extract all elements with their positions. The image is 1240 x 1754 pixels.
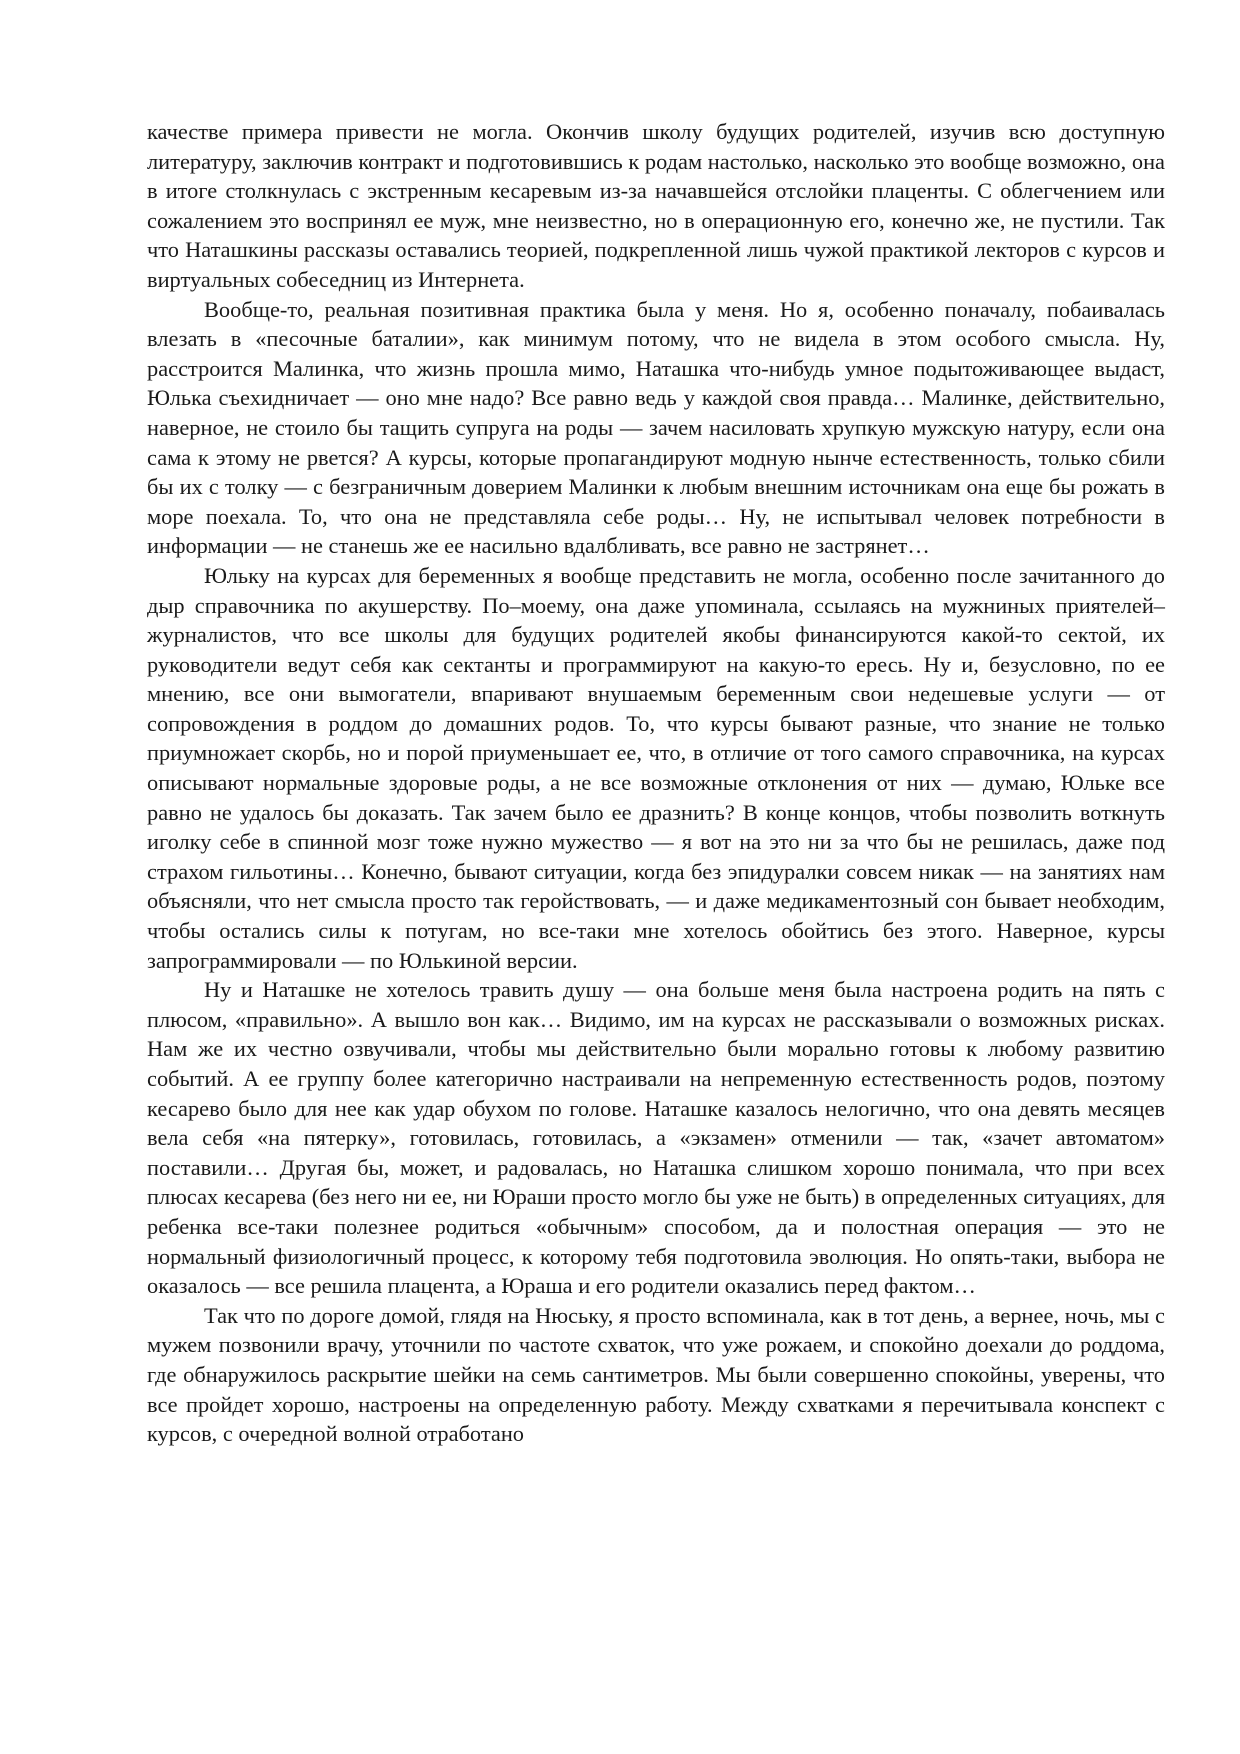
paragraph-4: Ну и Наташке не хотелось травить душу — она больше меня была настроена родить на пять с плюсом, «правильно». А вышло вон как… Видимо, им на курсах не рассказывали о возможных рисках. Нам же их честно озвучивали, чтобы мы действительно были морально готовы к любому развитию событий. А ее группу более категорично настраивали на непременную естественность родов, поэтому кесарево было для нее как удар обухом по голове. Наташке казалось нелогично, что она девять месяцев вела себя «на пятерку», готовилась, готовилась, а «экзамен» отменили — так, «зачет автоматом» поставили… Другая бы, может, и радовалась, но Наташка слишком хорошо понимала, что при всех плюсах кесарева (без него ни ее, ни Юраши просто могло бы уже не быть) в определенных ситуациях, для ребенка все-таки полезнее родиться «обычным» способом, да и полостная операция — это не нормальный физиологичный процесс, к которому тебя подготовила эволюция. Но опять-таки, выбора не оказалось — все решила плацента, а Юраша и его родители оказались перед фактом… bbox=[147, 977, 1165, 1299]
paragraph-3: Юльку на курсах для беременных я вообще представить не могла, особенно после зачитанного до дыр справочника по акушерству. По–моему, она даже упоминала, ссылаясь на мужниных приятелей–журналистов, что все школы для будущих родителей якобы финансируются какой-то сектой, их руководители ведут себя как сектанты и программируют на какую-то ересь. Ну и, безусловно, по ее мнению, все они вымогатели, впаривают внушаемым беременным свои недешевые услуги — от сопровождения в роддом до домашних родов. То, что курсы бывают разные, что знание не только приумножает скорбь, но и порой приуменьшает ее, что, в отличие от того самого справочника, на курсах описывают нормальные здоровые роды, а не все возможные отклонения от них — думаю, Юльке все равно не удалось бы доказать. Так зачем было ее дразнить? В конце концов, чтобы позволить воткнуть иголку себе в спинной мозг тоже нужно мужество — я вот на это ни за что бы не решилась, даже под страхом гильотины… Конечно, бывают ситуации, когда без эпидуралки совсем никак — на занятиях нам объясняли, что нет смысла просто так геройствовать, — и даже медикаментозный сон бывает необходим, чтобы остались силы к потугам, но все-таки мне хотелось обойтись без этого. Наверное, курсы запрограммировали — по Юлькиной версии. bbox=[147, 562, 1165, 973]
paragraph-1: качестве примера привести не могла. Окончив школу будущих родителей, изучив всю доступную литературу, заключив контракт и подготовившись к родам настолько, насколько это вообще возможно, она в итоге столкнулась с экстренным кесаревым из-за начавшейся отслойки плаценты. С облегчением или сожалением это воспринял ее муж, мне неизвестно, но в операционную его, конечно же, не пустили. Так что Наташкины рассказы оставались теорией, подкрепленной лишь чужой практикой лекторов с курсов и виртуальных собеседниц из Интернета. bbox=[147, 119, 1165, 292]
body-text bbox=[147, 117, 1165, 1449]
paragraph-2: Вообще-то, реальная позитивная практика была у меня. Но я, особенно поначалу, побаивалась влезать в «песочные баталии», как минимум потому, что не видела в этом особого смысла. Ну, расстроится Малинка, что жизнь прошла мимо, Наташка что-нибудь умное подытоживающее выдаст, Юлька съехидничает — оно мне надо? Все равно ведь у каждой своя правда… Малинке, действительно, наверное, не стоило бы тащить супруга на роды — зачем насиловать хрупкую мужскую натуру, если она сама к этому не рвется? А курсы, которые пропагандируют модную нынче естественность, только сбили бы их с толку — с безграничным доверием Малинки к любым внешним источникам она еще бы рожать в море поехала. То, что она не представляла себе роды… Ну, не испытывал человек потребности в информации — не станешь же ее насильно вдалбливать, все равно не застрянет… bbox=[147, 296, 1165, 559]
paragraph-5: Так что по дороге домой, глядя на Нюську, я просто вспоминала, как в тот день, а вернее, ночь, мы с мужем позвонили врачу, уточнили по частоте схваток, что уже рожаем, и спокойно доехали до роддома, где обнаружилось раскрытие шейки на семь сантиметров. Мы были совершенно спокойны, уверены, что все пройдет хорошо, настроены на определенную работу. Между схватками я перечитывала конспект с курсов, с очередной волной отработано bbox=[147, 1302, 1165, 1447]
